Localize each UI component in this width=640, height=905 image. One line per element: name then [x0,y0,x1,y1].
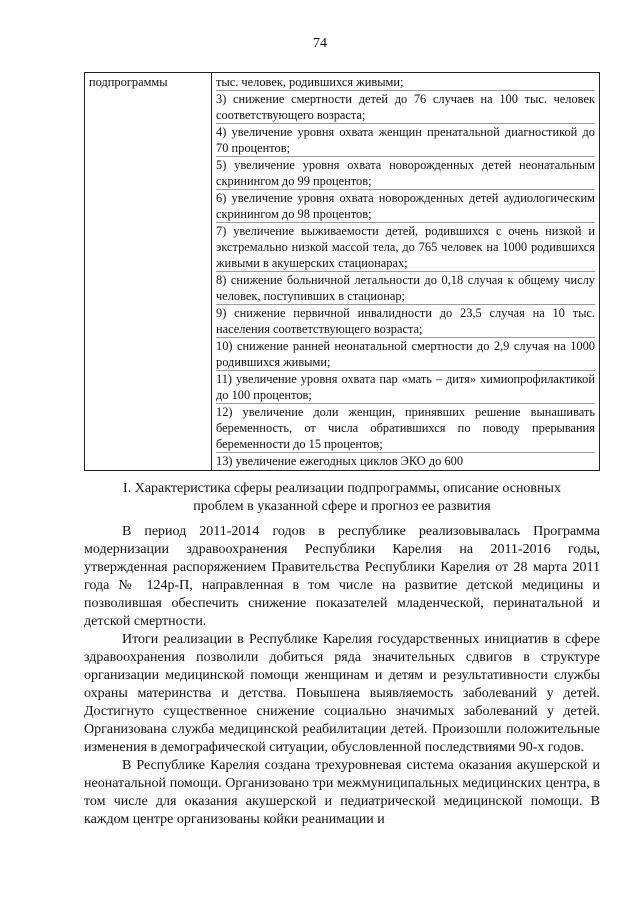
list-item: 7) увеличение выживаемости детей, родившихся с очень низкой и экстремально низкой массой тела, до 765 человек на 1000 родившихся живыми в акушерских стационарах; [216,224,595,270]
table-label-cell: подпрограммы [85,73,212,471]
section-heading [84,480,600,516]
section-heading-line: проблем в указанной сфере и прогноз ее развития [193,499,491,514]
list-item: 4) увеличение уровня охвата женщин пренатальной диагностикой до 70 процентов; [216,125,595,155]
paragraph: В Республике Карелия создана трехуровневая система оказания акушерской и неонатальной помощи. Организовано три межмуниципальных медицинских центра, в том числе для оказания акушерской и педиатрической медицинской помощи. В каждом центре организованы койки реанимации и [84,758,600,827]
list-item: 9) снижение первичной инвалидности до 23,5 случая на 10 тыс. населения соответствующего возраста; [216,306,595,336]
page-number: 74 [313,36,327,51]
body-text [84,523,600,829]
list-item: тыс. человек, родившихся живыми; [216,75,404,89]
table-row [85,73,600,471]
list-item: 3) снижение смертности детей до 76 случаев на 100 тыс. человек соответствующего возраста; [216,92,595,122]
section-heading-line: I. Характеристика сферы реализации подпрограммы, описание основных [123,481,561,496]
list-item: 11) увеличение уровня охвата пар «мать – дитя» химиопрофилактикой до 100 процентов; [216,372,595,402]
list-item: 10) снижение ранней неонатальной смертности до 2,9 случая на 1000 родившихся живыми; [216,339,595,369]
list-item: 12) увеличение доли женщин, принявших решение вынашивать беременность, от числа обратившихся по поводу прерывания беременности до 15 процентов; [216,405,595,451]
list-item: 8) снижение больничной летальности до 0,18 случая к общему числу человек, поступивших в стационар; [216,273,595,303]
list-item: 6) увеличение уровня охвата новорожденных детей аудиологическим скринингом до 98 процентов; [216,191,595,221]
subprogram-goals-table [84,72,600,471]
table-content-cell [212,73,600,471]
paragraph: Итоги реализации в Республике Карелия государственных инициатив в сфере здравоохранения позволили добиться ряда значительных сдвигов в структуре организации медицинской помощи женщинам и детям и результативности службы охраны материнства и детства. Повышена выявляемость заболеваний у детей. Достигнуто существенное снижение социально значимых заболеваний у детей. Организована служба медицинской реабилитации детей. Произошли положительные изменения в демографической ситуации, обусловленной последствиями 90-х годов. [84,632,600,755]
list-item: 5) увеличение уровня охвата новорожденных детей неонатальным скринингом до 99 процентов; [216,158,595,188]
paragraph: В период 2011-2014 годов в республике реализовывалась Программа модернизации здравоохранения Республики Карелия на 2011-2016 годы, утвержденная распоряжением Правительства Республики Карелия от 28 марта 2011 года № 124р-П, направленная в том числе на развитие детской медицины и позволившая обеспечить снижение показателей младенческой, перинатальной и детской смертности. [84,524,600,629]
list-item: 13) увеличение ежегодных циклов ЭКО до 600 [216,452,595,469]
